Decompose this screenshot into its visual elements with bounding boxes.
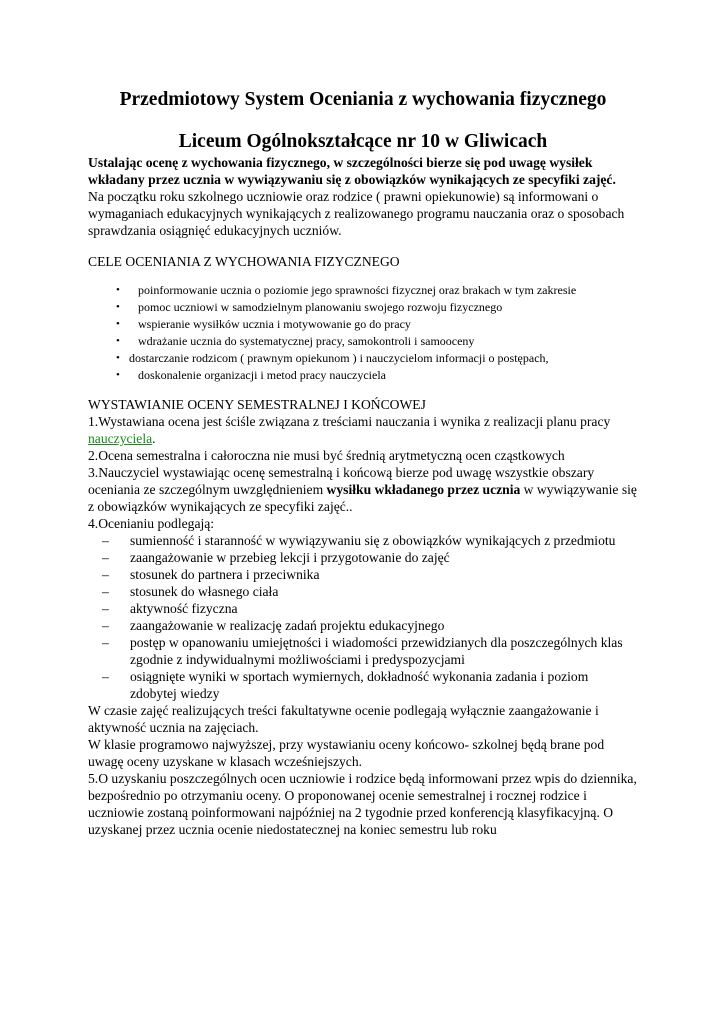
dash-icon: – [102, 567, 109, 582]
list-item: • poinformowanie ucznia o poziomie jego sprawności fizycznej oraz brakach w tym zakresie [116, 283, 577, 297]
paragraph-3: 3.Nauczyciel wystawiając ocenę semestralną i końcową bierze pod uwagę wszystkie obszary oceniania ze szczególnym uwzględnieniem wysiłku wkładanego przez ucznia w wywiązywanie się z obowiązków wynikających ze specyfiki zajęć.. [88, 465, 637, 514]
list-item: – postęp w opanowaniu umiejętności i wiadomości przewidzianych dla poszczególnych klas zgodnie z indywidualnymi możliwościami i predyspozycjami [102, 635, 623, 667]
bullet-icon: • [116, 352, 120, 364]
emphasis-effort: wysiłku wkładanego przez ucznia [326, 482, 521, 497]
dash-icon: – [102, 635, 109, 650]
list-item: • pomoc uczniowi w samodzielnym planowaniu swojego rozwoju fizycznego [116, 300, 503, 314]
bullet-icon: • [116, 369, 120, 381]
bullet-icon: • [116, 318, 120, 330]
bullet-icon: • [116, 301, 120, 313]
goals-heading: CELE OCENIANIA Z WYCHOWANIA FIZYCZNEGO [88, 254, 400, 269]
paragraph-1: 1.Wystawiana ocena jest ściśle związana z treściami nauczania i wynika z realizacji planu pracy nauczyciela. [88, 414, 611, 446]
goals-list [88, 282, 638, 384]
dash-icon: – [102, 550, 109, 565]
teacher-link[interactable]: nauczyciela [88, 431, 153, 446]
bullet-icon: • [116, 335, 120, 347]
dash-icon: – [102, 618, 109, 633]
intro-paragraph: Na początku roku szkolnego uczniowie oraz rodzice ( prawni opiekunowie) są informowani o wymaganiach edukacyjnych wynikających z realizowanego programu nauczania oraz o sposobach sprawdzania osiągnięć edukacyjnych uczniów. [88, 189, 625, 238]
list-item: • wdrażanie ucznia do systematycznej pracy, samokontroli i samooceny [116, 334, 475, 348]
list-item: – sumienność i staranność w wywiązywaniu się z obowiązków wynikających z przedmiotu [102, 533, 616, 548]
list-item: • wspieranie wysiłków ucznia i motywowanie go do pracy [116, 317, 411, 331]
document-subtitle: Liceum Ogólnokształcące nr 10 w Gliwicach [178, 131, 548, 152]
dash-icon: – [102, 669, 109, 684]
criteria-list [88, 532, 638, 702]
list-item: – zaangażowanie w realizację zadań projektu edukacyjnego [102, 618, 445, 633]
paragraph-2: 2.Ocena semestralna i całoroczna nie musi być średnią arytmetyczną ocen cząstkowych [88, 448, 565, 463]
paragraph-4: 4.Ocenianiu podlegają: [88, 516, 215, 531]
list-item: • doskonalenie organizacji i metod pracy nauczyciela [116, 368, 387, 382]
dash-icon: – [102, 533, 109, 548]
dash-icon: – [102, 584, 109, 599]
bullet-icon: • [116, 284, 120, 296]
list-item: • dostarczanie rodzicom ( prawnym opiekunom ) i nauczycielom informacji o postępach, [116, 351, 549, 365]
dash-icon: – [102, 601, 109, 616]
list-item: – zaangażowanie w przebieg lekcji i przygotowanie do zajęć [102, 550, 450, 565]
paragraph-5: 5.O uzyskaniu poszczególnych ocen uczniowie i rodzice będą informowani przez wpis do dziennika, bezpośrednio po otrzymaniu oceny. O proponowanej ocenie semestralnej i rocznej rodzice i uczniowie zostaną poinformowani najpóźniej na 2 tygodnie przed konferencją klasyfikacyjną. O uzyskanej przez ucznia ocenie niedostatecznej na koniec semestru lub roku [88, 771, 637, 837]
list-item: – stosunek do partnera i przeciwnika [102, 567, 320, 582]
intro-bold-paragraph: Ustalając ocenę z wychowania fizycznego, w szczególności bierze się pod uwagę wysiłek wkładany przez ucznia w wywiązywaniu się z obowiązków wynikających ze specyfiki zajęć. [88, 155, 616, 187]
grades-heading: WYSTAWIANIE OCENY SEMESTRALNEJ I KOŃCOWEJ [88, 397, 426, 412]
list-item: – osiągnięte wyniki w sportach wymiernych, dokładność wykonania zadania i poziom zdobytej wiedzy [102, 669, 589, 701]
list-item: – aktywność fizyczna [102, 601, 238, 616]
document-title: Przedmiotowy System Oceniania z wychowania fizycznego [119, 89, 607, 110]
final-class-paragraph: W klasie programowo najwyższej, przy wystawianiu oceny końcowo- szkolnej będą brane pod uwagę oceny uzyskane w klasach wcześniejszych. [88, 737, 605, 769]
optional-activities-paragraph: W czasie zajęć realizujących treści fakultatywne ocenie podlegają wyłącznie zaangażowanie i aktywność ucznia na zajęciach. [88, 703, 599, 735]
list-item: – stosunek do własnego ciała [102, 584, 279, 599]
